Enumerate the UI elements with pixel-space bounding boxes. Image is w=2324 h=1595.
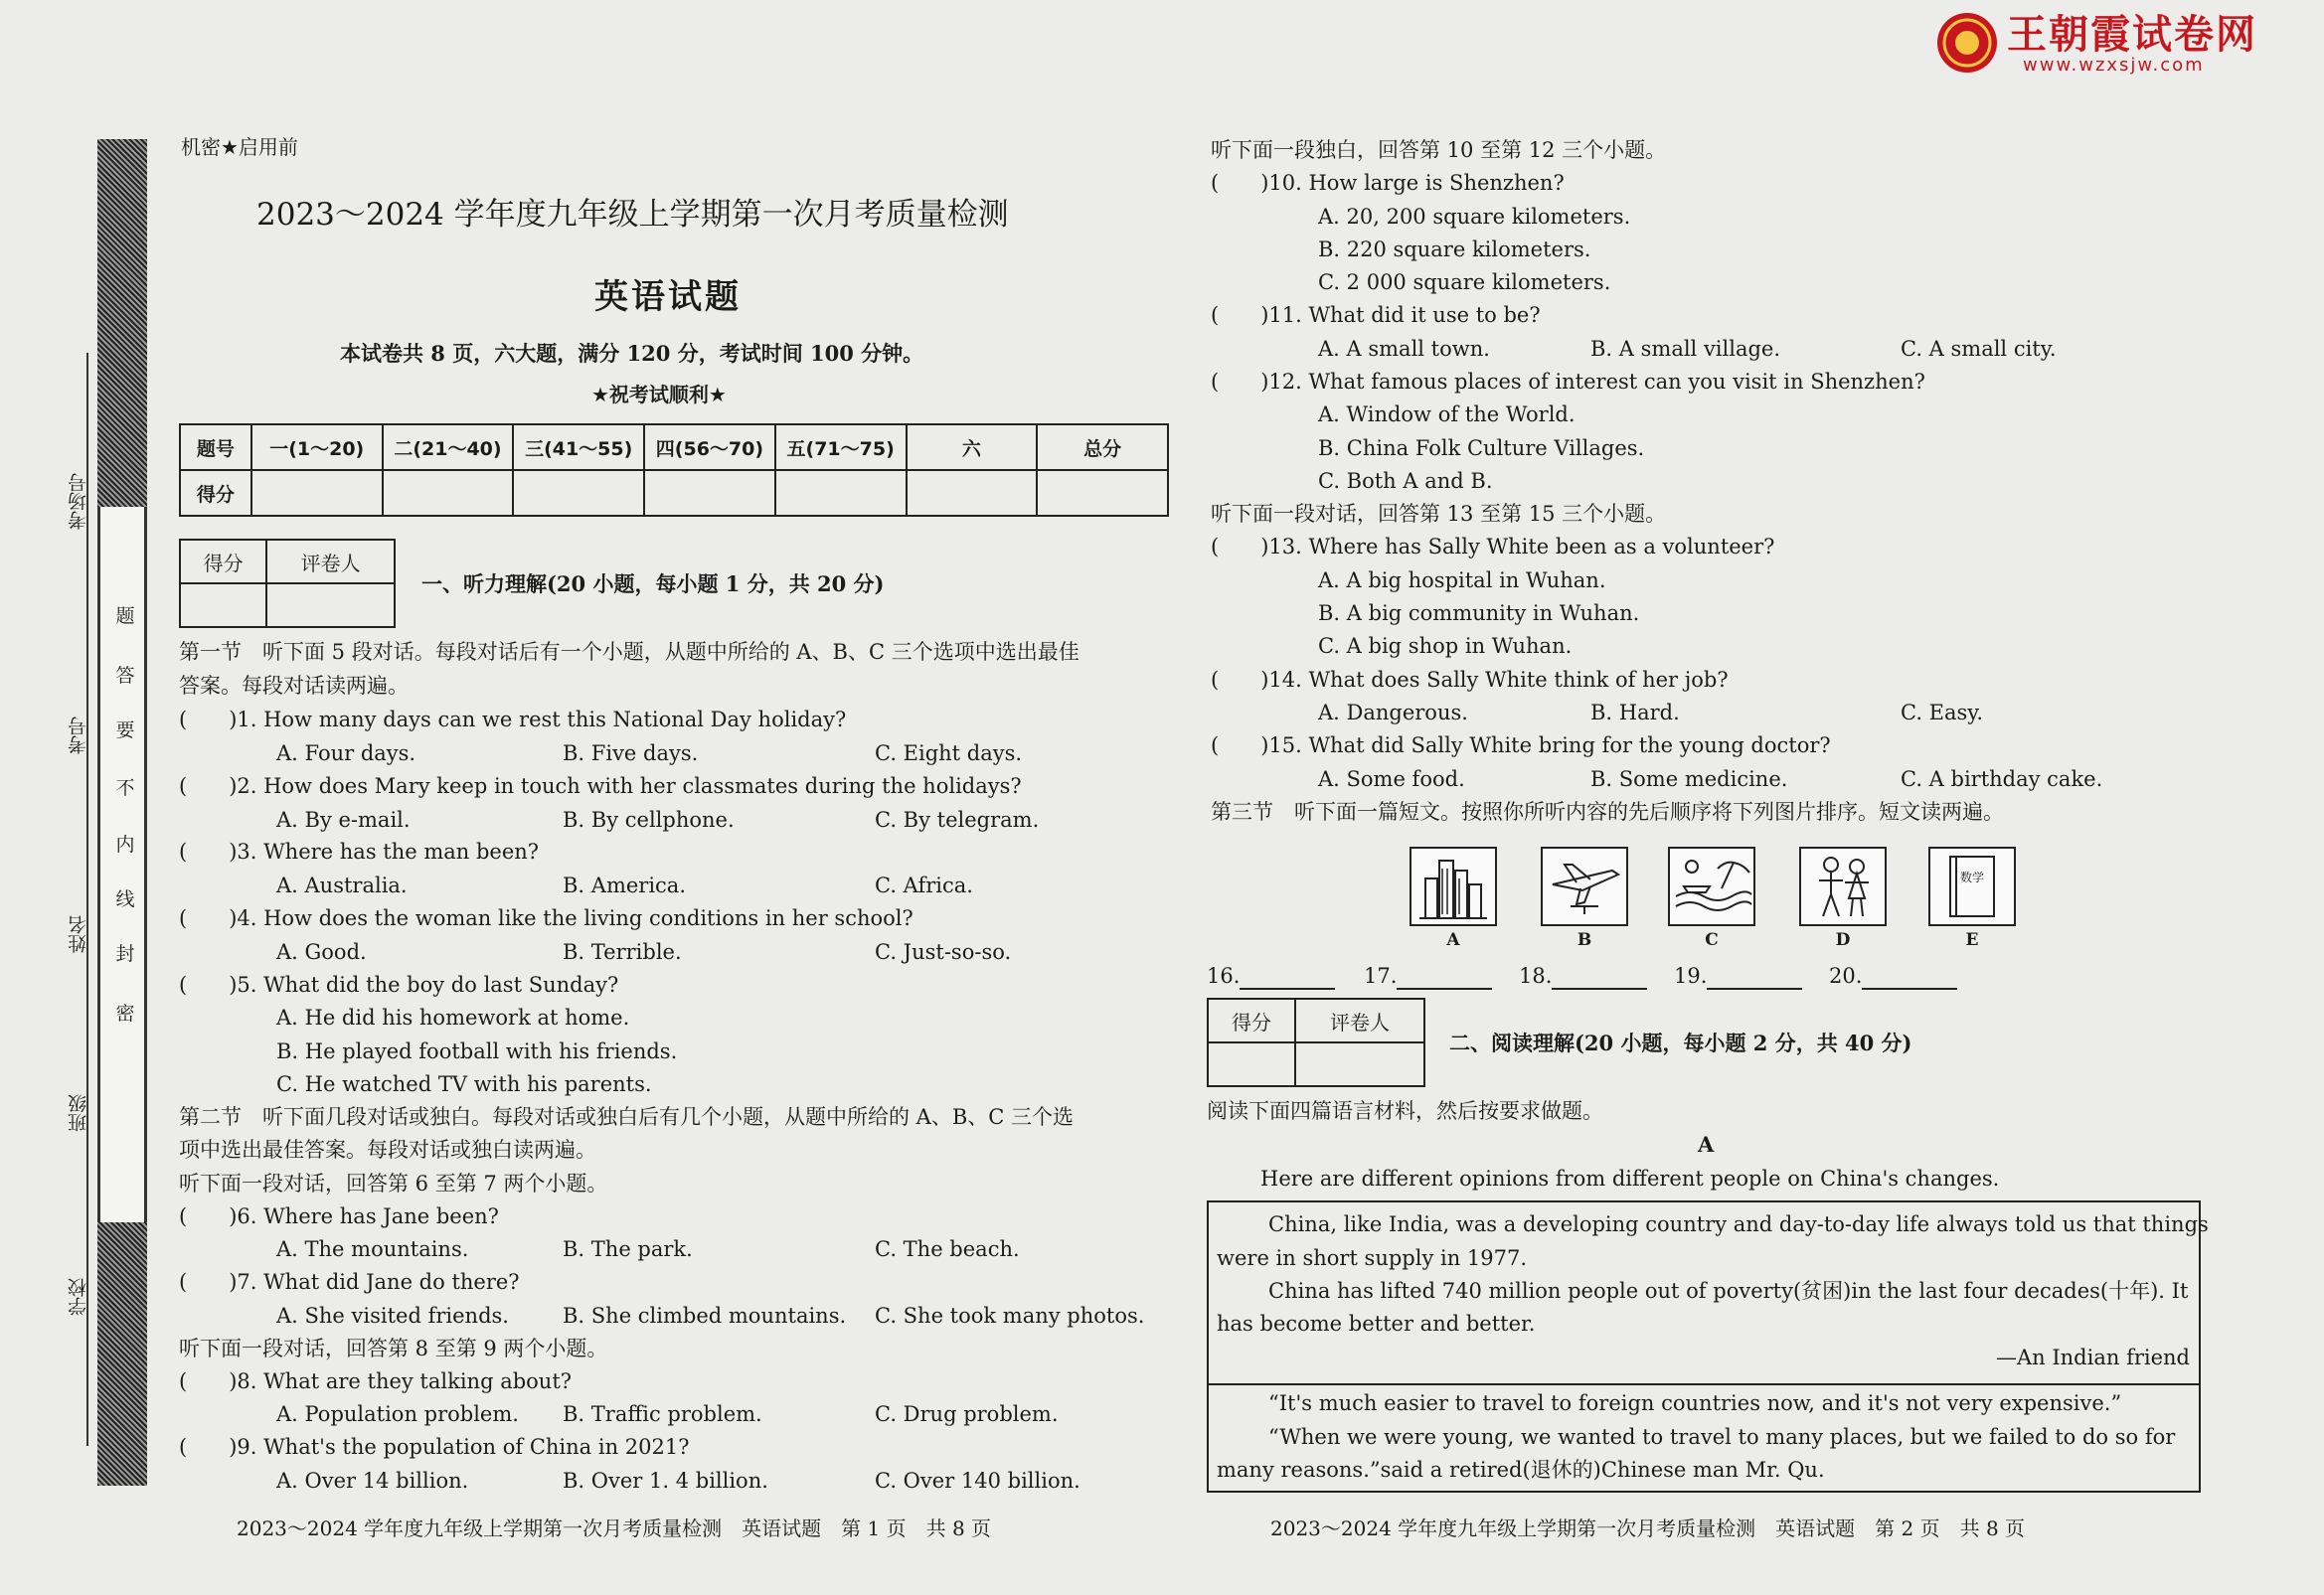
answer-line[interactable] <box>1397 966 1492 990</box>
option[interactable]: C. Drug problem. <box>875 1402 1059 1426</box>
option[interactable]: A. He did his homework at home. <box>276 1006 630 1030</box>
option[interactable]: B. China Folk Culture Villages. <box>1318 436 1645 460</box>
question-1: ( )1. How many days can we rest this National Day holiday? <box>179 708 847 731</box>
picture-label: B <box>1577 930 1592 950</box>
group-instruction-10-12: 听下面一段独白，回答第 10 至第 12 三个小题。 <box>1211 138 1667 162</box>
question-4: ( )4. How does the woman like the living conditions in her school? <box>179 906 913 930</box>
option[interactable]: A. Good. <box>276 940 367 964</box>
picture-book <box>1928 847 2016 926</box>
option[interactable]: B. She climbed mountains. <box>563 1304 847 1328</box>
option[interactable]: A. She visited friends. <box>276 1304 509 1328</box>
section2-instruction-cont: 项中选出最佳答案。每段对话或独白读两遍。 <box>179 1138 596 1162</box>
seal-char: 题 <box>115 605 135 627</box>
airplane-icon <box>1543 849 1626 924</box>
score-cell[interactable] <box>775 470 907 516</box>
question-12: ( )12. What famous places of interest can you visit in Shenzhen? <box>1211 370 1925 394</box>
option[interactable]: C. A small city. <box>1901 337 2057 361</box>
option[interactable]: B. Hard. <box>1590 701 1680 724</box>
blank-number: 19. <box>1674 964 1708 988</box>
score-row-label: 得分 <box>180 470 251 516</box>
option[interactable]: A. Dangerous. <box>1318 701 1468 724</box>
beach-icon <box>1670 849 1753 924</box>
picture-label: A <box>1446 930 1460 950</box>
blank-19[interactable] <box>1674 962 1802 990</box>
question-9: ( )9. What's the population of China in 2021? <box>179 1435 690 1459</box>
option[interactable]: A. A big hospital in Wuhan. <box>1318 568 1606 592</box>
passage-intro: Here are different opinions from different people on China's changes. <box>1260 1167 2000 1191</box>
opinion-2-text: many reasons.”said a retired(退休的)Chinese man Mr. Qu. <box>1217 1458 1825 1482</box>
question-13: ( )13. Where has Sally White been as a volunteer? <box>1211 535 1775 558</box>
seal-char: 不 <box>115 777 135 799</box>
opinion-1-text: has become better and better. <box>1217 1312 1536 1336</box>
option[interactable]: A. Some food. <box>1318 767 1465 791</box>
answer-line[interactable] <box>1240 966 1335 990</box>
section1-instruction-cont: 答案。每段对话读两遍。 <box>179 674 409 698</box>
option[interactable]: A. Window of the World. <box>1318 402 1576 426</box>
subject-title: 英语试题 <box>594 277 742 317</box>
buildings-icon <box>1411 849 1495 924</box>
seal-char: 线 <box>115 888 135 910</box>
people-icon <box>1801 849 1885 924</box>
group-instruction-8-9: 听下面一段对话，回答第 8 至第 9 两个小题。 <box>179 1337 608 1360</box>
seal-char: 答 <box>115 665 135 687</box>
reading-instruction: 阅读下面四篇语言材料，然后按要求做题。 <box>1207 1099 1603 1123</box>
question-15: ( )15. What did Sally White bring for the young doctor? <box>1211 733 1831 757</box>
watermark-name: 王朝霞试卷网 <box>2007 12 2257 58</box>
blank-number: 18. <box>1519 964 1553 988</box>
answer-line[interactable] <box>1552 966 1647 990</box>
option[interactable]: C. Both A and B. <box>1318 469 1493 493</box>
book-icon <box>1930 849 2014 924</box>
score-header: 二(21～40) <box>383 424 514 470</box>
label-exam-room: 考场号 <box>68 473 89 531</box>
answer-line[interactable] <box>1707 966 1802 990</box>
blank-18[interactable] <box>1519 962 1647 990</box>
grader-name-cell[interactable] <box>266 583 395 627</box>
picture-buildings <box>1410 847 1497 926</box>
option[interactable]: A. Over 14 billion. <box>276 1469 469 1493</box>
option[interactable]: B. A small village. <box>1590 337 1781 361</box>
exam-info: 本试卷共 8 页，六大题，满分 120 分，考试时间 100 分钟。 <box>340 341 924 366</box>
option[interactable]: A. A small town. <box>1318 337 1490 361</box>
score-header: 六 <box>907 424 1038 470</box>
score-header: 题号 <box>180 424 251 470</box>
question-14: ( )14. What does Sally White think of her job? <box>1211 668 1729 692</box>
page-2 <box>1193 0 2324 1595</box>
score-header: 五(71～75) <box>775 424 907 470</box>
seal-char: 要 <box>115 719 135 741</box>
option[interactable]: C. The beach. <box>875 1237 1020 1261</box>
option[interactable]: A. Australia. <box>276 874 408 897</box>
blank-number: 16. <box>1207 964 1241 988</box>
opinion-1-text: were in short supply in 1977. <box>1217 1246 1528 1270</box>
question-5: ( )5. What did the boy do last Sunday? <box>179 973 619 997</box>
seal-char: 封 <box>115 943 135 965</box>
grader-label: 评卷人 <box>1295 999 1424 1042</box>
score-cell[interactable] <box>644 470 775 516</box>
option[interactable]: B. Five days. <box>563 741 699 765</box>
page-footer: 2023～2024 学年度九年级上学期第一次月考质量检测 英语试题 第 2 页 共 8 页 <box>1270 1516 2026 1540</box>
option[interactable]: A. 20, 200 square kilometers. <box>1318 205 1631 229</box>
score-cell[interactable] <box>251 470 383 516</box>
blank-20[interactable] <box>1829 962 1957 990</box>
option[interactable]: C. Over 140 billion. <box>875 1469 1080 1493</box>
option[interactable]: A. Population problem. <box>276 1402 519 1426</box>
option[interactable]: C. A big shop in Wuhan. <box>1318 634 1573 658</box>
option[interactable]: C. Easy. <box>1901 701 1984 724</box>
picture-people <box>1799 847 1887 926</box>
option[interactable]: C. He watched TV with his parents. <box>276 1072 652 1096</box>
option[interactable]: B. Some medicine. <box>1590 767 1788 791</box>
book-label: 数学 <box>1960 871 1985 884</box>
question-2: ( )2. How does Mary keep in touch with her classmates during the holidays? <box>179 774 1022 798</box>
option[interactable]: C. Just-so-so. <box>875 940 1012 964</box>
picture-label: D <box>1835 930 1851 950</box>
page-footer: 2023～2024 学年度九年级上学期第一次月考质量检测 英语试题 第 1 页 共 8 页 <box>237 1516 992 1540</box>
score-header: 总分 <box>1037 424 1168 470</box>
option[interactable]: B. Over 1. 4 billion. <box>563 1469 768 1493</box>
option[interactable]: A. Four days. <box>276 741 416 765</box>
blank-number: 20. <box>1829 964 1863 988</box>
part2-heading: 二、阅读理解(20 小题，每小题 2 分，共 40 分) <box>1449 1031 1912 1055</box>
exam-wish: ★祝考试顺利★ <box>591 383 727 406</box>
question-6: ( )6. Where has Jane been? <box>179 1204 499 1228</box>
label-school: 学校 <box>68 1278 89 1316</box>
question-3: ( )3. Where has the man been? <box>179 840 540 864</box>
opinion-2-text: “When we were young, we wanted to travel to many places, but we failed to do so for <box>1268 1425 2176 1449</box>
question-8: ( )8. What are they talking about? <box>179 1369 573 1393</box>
watermark-url: www.wzxsjw.com <box>2023 55 2205 76</box>
group-instruction-6-7: 听下面一段对话，回答第 6 至第 7 两个小题。 <box>179 1172 608 1196</box>
section3-instruction: 第三节 听下面一篇短文。按照你所听内容的先后顺序将下列图片排序。短文读两遍。 <box>1211 800 2004 824</box>
label-name: 姓名 <box>68 915 89 953</box>
label-class: 班级 <box>68 1094 89 1132</box>
group-instruction-13-15: 听下面一段对话，回答第 13 至第 15 三个小题。 <box>1211 502 1667 526</box>
option[interactable]: B. America. <box>563 874 687 897</box>
opinion-1-text: China, like India, was a developing country and day-to-day life always told us that things <box>1268 1212 2209 1236</box>
grader-score-cell[interactable] <box>1208 1042 1295 1086</box>
option[interactable]: B. The park. <box>563 1237 693 1261</box>
confidential-label: 机密★启用前 <box>181 135 298 159</box>
section1-instruction: 第一节 听下面 5 段对话。每段对话后有一个小题，从题中所给的 A、B、C 三个选项中选出最佳 <box>179 640 1079 664</box>
question-10: ( )10. How large is Shenzhen? <box>1211 171 1565 195</box>
seal-char: 内 <box>115 834 135 856</box>
blank-17[interactable] <box>1364 962 1492 990</box>
opinion-1-signature: —An Indian friend <box>1996 1346 2190 1369</box>
option[interactable]: A. By e-mail. <box>276 808 411 832</box>
answer-line[interactable] <box>1862 966 1957 990</box>
score-table <box>179 423 1169 517</box>
option[interactable]: C. She took many photos. <box>875 1304 1145 1328</box>
option[interactable]: C. Eight days. <box>875 741 1023 765</box>
label-exam-number: 考号 <box>68 717 89 754</box>
score-cell[interactable] <box>513 470 644 516</box>
question-7: ( )7. What did Jane do there? <box>179 1270 520 1294</box>
option[interactable]: B. He played football with his friends. <box>276 1039 678 1063</box>
option[interactable]: C. A birthday cake. <box>1901 767 2103 791</box>
option[interactable]: B. Terrible. <box>563 940 682 964</box>
section2-instruction: 第二节 听下面几段对话或独白。每段对话或独白后有几个小题，从题中所给的 A、B、C 三个选 <box>179 1105 1075 1129</box>
blank-number: 17. <box>1364 964 1398 988</box>
grader-name-cell[interactable] <box>1295 1042 1424 1086</box>
score-cell[interactable] <box>1037 470 1168 516</box>
opinion-2-text: “It's much easier to travel to foreign countries now, and it's not very expensive.” <box>1268 1391 2122 1415</box>
score-cell[interactable] <box>907 470 1038 516</box>
option[interactable]: C. By telegram. <box>875 808 1040 832</box>
score-cell[interactable] <box>383 470 514 516</box>
score-header: 三(41～55) <box>513 424 644 470</box>
option[interactable]: C. 2 000 square kilometers. <box>1318 270 1611 294</box>
grader-score-label: 得分 <box>180 540 266 583</box>
part1-heading: 一、听力理解(20 小题，每小题 1 分，共 20 分) <box>421 571 885 596</box>
exam-title: 2023～2024 学年度九年级上学期第一次月考质量检测 <box>256 197 1009 233</box>
passage-letter: A <box>1698 1132 1715 1157</box>
score-header: 四(56～70) <box>644 424 775 470</box>
score-header: 一(1～20) <box>251 424 383 470</box>
blank-16[interactable] <box>1207 962 1335 990</box>
picture-label: E <box>1965 930 1979 950</box>
grader-label: 评卷人 <box>266 540 395 583</box>
grader-score-cell[interactable] <box>180 583 266 627</box>
picture-beach <box>1668 847 1755 926</box>
grader-box <box>179 539 396 628</box>
picture-airplane <box>1541 847 1628 926</box>
option[interactable]: A. The mountains. <box>276 1237 469 1261</box>
opinion-1-text: China has lifted 740 million people out of poverty(贫困)in the last four decades(十年). It <box>1268 1279 2189 1303</box>
grader-box <box>1207 998 1425 1087</box>
option[interactable]: B. By cellphone. <box>563 808 735 832</box>
option[interactable]: B. A big community in Wuhan. <box>1318 601 1640 625</box>
question-11: ( )11. What did it use to be? <box>1211 303 1541 327</box>
picture-label: C <box>1705 930 1719 950</box>
option[interactable]: B. 220 square kilometers. <box>1318 238 1591 261</box>
option[interactable]: B. Traffic problem. <box>563 1402 762 1426</box>
grader-score-label: 得分 <box>1208 999 1295 1042</box>
option[interactable]: C. Africa. <box>875 874 973 897</box>
seal-char: 密 <box>115 1003 135 1025</box>
